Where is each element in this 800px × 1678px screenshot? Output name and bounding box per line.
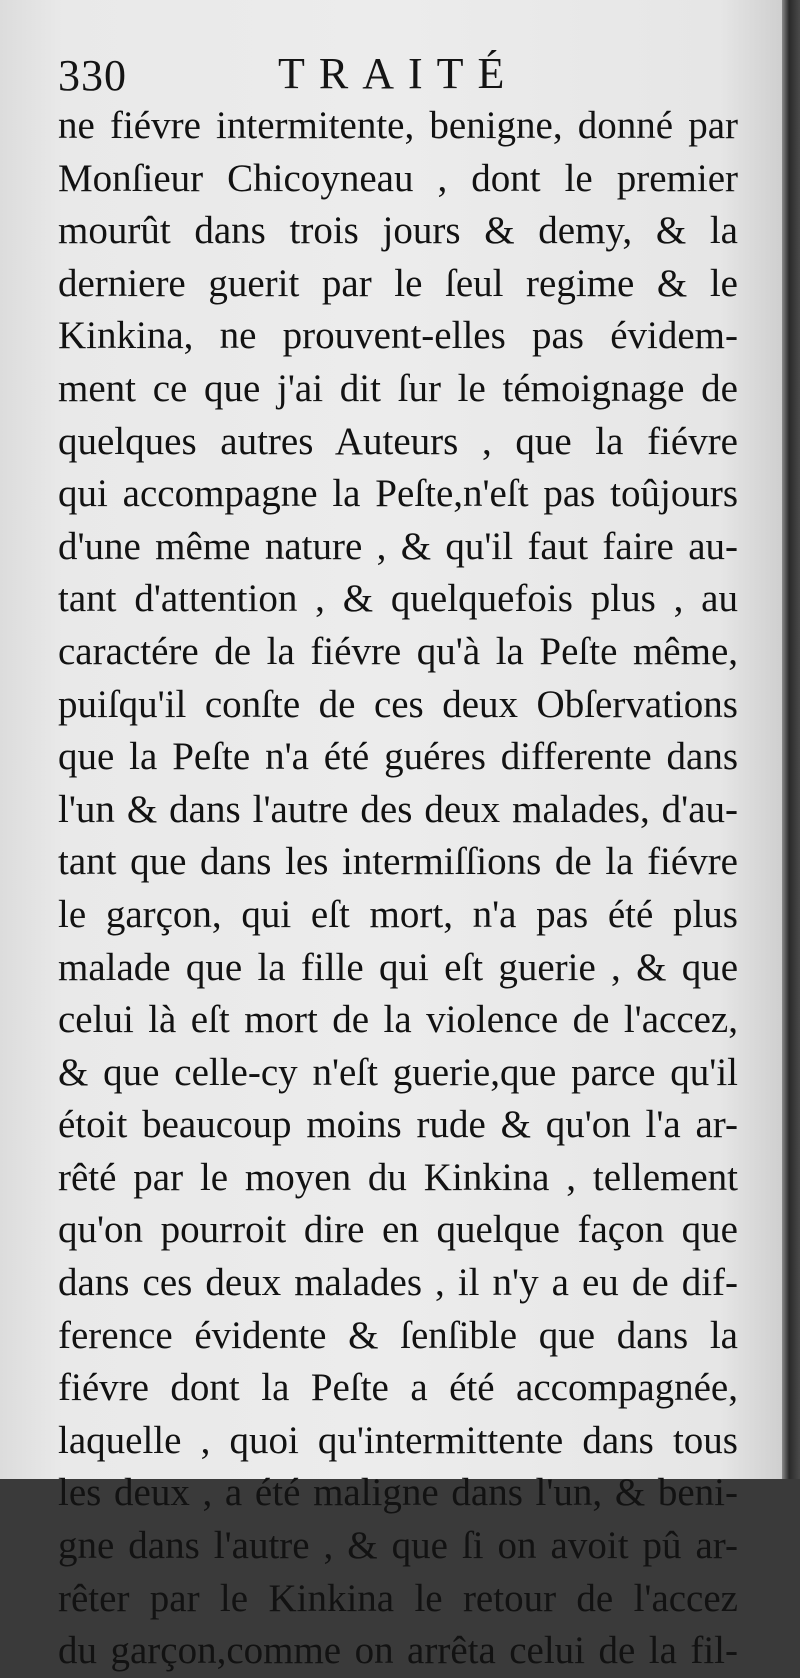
text-line: derniere guerit par le ſeul regime & le	[58, 261, 738, 305]
page-header	[0, 42, 782, 102]
text-line: qu'on pourroit dire en quelque façon que	[58, 1208, 738, 1252]
text-line: laquelle , quoi qu'intermittente dans tous	[58, 1418, 738, 1462]
page-number: 330	[58, 51, 127, 100]
text-line: Kinkina, ne prouvent-elles pas évidem-	[58, 314, 738, 358]
text-line: ment ce que j'ai dit ſur le témoignage de	[58, 366, 738, 410]
text-line: qui accompagne la Peſte,n'eſt pas toûjours	[58, 472, 738, 516]
text-line: gne dans l'autre , & que ſi on avoit pû ar-	[58, 1524, 738, 1568]
running-head: TRAITÉ	[278, 49, 519, 98]
text-line: celui là eſt mort de la violence de l'accez,	[58, 998, 738, 1042]
text-line: tant que dans les intermiſſions de la fiévre	[58, 840, 738, 884]
text-line: malade que la fille qui eſt guerie , & que	[58, 945, 738, 989]
text-line: mourût dans trois jours & demy, & la	[58, 209, 738, 253]
text-line: le garçon, qui eſt mort, n'a pas été plus	[58, 892, 738, 936]
body-text	[58, 100, 738, 1678]
text-line: ference évidente & ſenſible que dans la	[58, 1313, 738, 1357]
text-line: rêter par le Kinkina le retour de l'accez	[58, 1576, 738, 1620]
text-line: étoit beaucoup moins rude & qu'on l'a ar-	[58, 1103, 738, 1147]
text-line: tant d'attention , & quelquefois plus , au	[58, 577, 738, 621]
text-line: & que celle-cy n'eſt guerie,que parce qu'il	[58, 1050, 738, 1094]
text-line: puiſqu'il conſte de ces deux Obſervations	[58, 682, 738, 726]
page-edge-shadow	[782, 0, 800, 1479]
text-line: quelques autres Auteurs , que la fiévre	[58, 419, 738, 463]
text-line: les deux , a été maligne dans l'un, & beni-	[58, 1471, 738, 1515]
text-line: du garçon,comme on arrêta celui de la fil-	[58, 1629, 738, 1673]
text-line: dans ces deux malades , il n'y a eu de dif-	[58, 1261, 738, 1305]
text-line: ne fiévre intermitente, benigne, donné par	[58, 104, 738, 147]
text-line: caractére de la fiévre qu'à la Peſte même,	[58, 629, 738, 673]
text-line: l'un & dans l'autre des deux malades, d'au-	[58, 787, 738, 831]
text-line: rêté par le moyen du Kinkina , tellement	[58, 1155, 738, 1199]
text-line: fiévre dont la Peſte a été accompagnée,	[58, 1366, 738, 1410]
text-line: d'une même nature , & qu'il faut faire au-	[58, 524, 738, 568]
text-line: que la Peſte n'a été guéres differente dans	[58, 735, 738, 779]
text-line: Monſieur Chicoyneau , dont le premier	[58, 156, 738, 200]
